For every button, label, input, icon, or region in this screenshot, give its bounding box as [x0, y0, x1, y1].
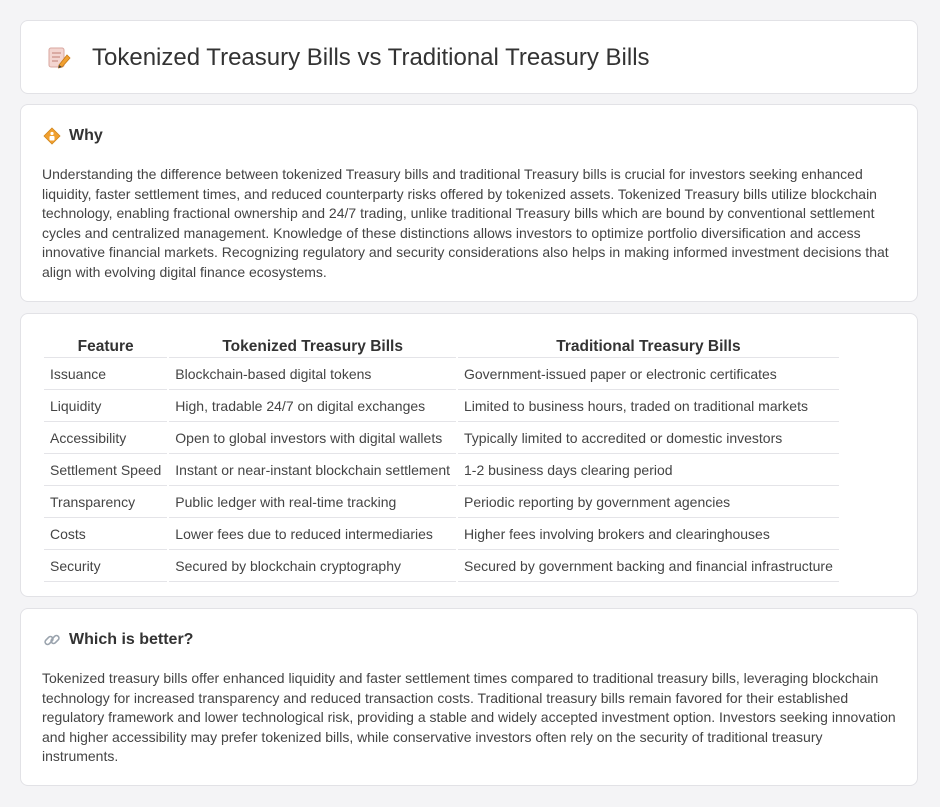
better-title: Which is better?	[69, 631, 194, 648]
table-row	[44, 360, 839, 390]
title-card	[20, 20, 918, 94]
header-feature: Feature	[44, 336, 167, 358]
row-feature: Settlement Speed	[44, 456, 167, 486]
better-heading	[43, 631, 193, 649]
link-icon	[43, 631, 61, 649]
title-row	[46, 43, 650, 73]
header-traditional: Traditional Treasury Bills	[458, 336, 839, 358]
row-feature: Costs	[44, 520, 167, 550]
warning-diamond-icon	[43, 127, 61, 145]
row-tokenized: Open to global investors with digital wallets	[169, 424, 456, 454]
row-feature: Security	[44, 552, 167, 582]
comparison-card	[20, 313, 918, 597]
which-better-card	[20, 608, 918, 786]
row-tokenized: Instant or near-instant blockchain settlement	[169, 456, 456, 486]
row-tokenized: Secured by blockchain cryptography	[169, 552, 456, 582]
table-row	[44, 552, 839, 582]
header-tokenized: Tokenized Treasury Bills	[169, 336, 456, 358]
row-traditional: 1-2 business days clearing period	[458, 456, 839, 486]
row-traditional: Government-issued paper or electronic certificates	[458, 360, 839, 390]
table-header-row	[44, 336, 839, 358]
why-card	[20, 104, 918, 302]
row-feature: Liquidity	[44, 392, 167, 422]
page-title: Tokenized Treasury Bills vs Traditional Treasury Bills	[92, 44, 650, 71]
table-row	[44, 488, 839, 518]
row-feature: Issuance	[44, 360, 167, 390]
row-traditional: Higher fees involving brokers and clearinghouses	[458, 520, 839, 550]
why-heading	[43, 127, 103, 145]
table-row	[44, 424, 839, 454]
row-tokenized: Public ledger with real-time tracking	[169, 488, 456, 518]
row-tokenized: Lower fees due to reduced intermediaries	[169, 520, 456, 550]
row-traditional: Periodic reporting by government agencies	[458, 488, 839, 518]
table-row	[44, 520, 839, 550]
row-traditional: Limited to business hours, traded on traditional markets	[458, 392, 839, 422]
why-title: Why	[69, 127, 103, 144]
table-row	[44, 456, 839, 486]
row-tokenized: High, tradable 24/7 on digital exchanges	[169, 392, 456, 422]
row-feature: Accessibility	[44, 424, 167, 454]
why-text: Understanding the difference between tokenized Treasury bills and traditional Treasury bills is crucial for investors seeking enhanced liquidity, faster settlement times, and reduced counterparty risks offered by tokenized assets. Tokenized Treasury bills utilize blockchain technology, enabling fractional ownership and 24/7 trading, unlike traditional Treasury bills which are bound by conventional settlement cycles and centralized management. Knowledge of these distinctions allows investors to optimize portfolio diversification and access innovative financial markets. Recognizing regulatory and security considerations also helps in making informed investment decisions that align with evolving digital finance ecosystems.	[42, 166, 889, 280]
better-text: Tokenized treasury bills offer enhanced liquidity and faster settlement times compared to traditional treasury bills, leveraging blockchain technology for increased transparency and reduced transaction costs. Traditional treasury bills remain favored for their established regulatory framework and lower technological risk, providing a stable and widely accepted investment option. Investors seeking innovation and higher accessibility may prefer tokenized bills, while conservative investors often rely on the security of traditional treasury instruments.	[42, 670, 896, 764]
table-row	[44, 392, 839, 422]
row-feature: Transparency	[44, 488, 167, 518]
comparison-table	[42, 334, 841, 584]
row-tokenized: Blockchain-based digital tokens	[169, 360, 456, 390]
row-traditional: Typically limited to accredited or domestic investors	[458, 424, 839, 454]
document-pencil-icon	[46, 45, 72, 71]
row-traditional: Secured by government backing and financial infrastructure	[458, 552, 839, 582]
